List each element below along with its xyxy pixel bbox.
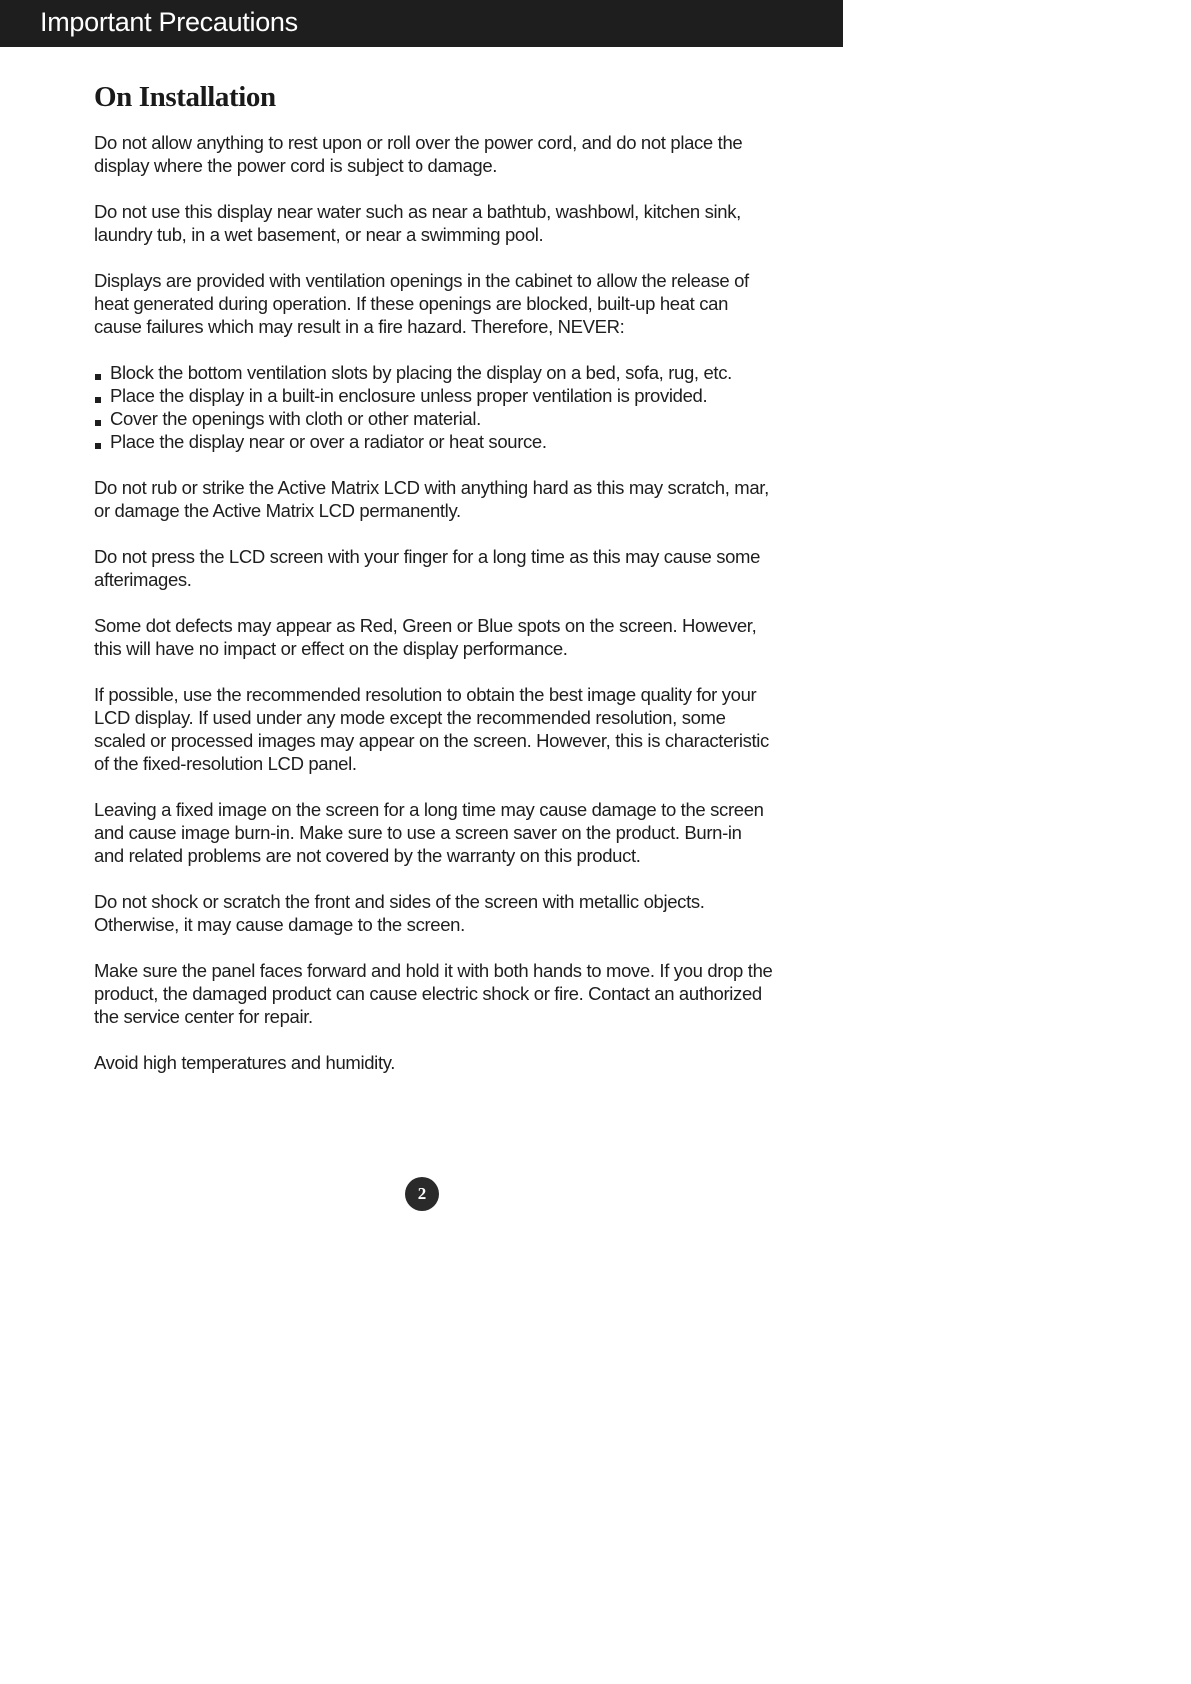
paragraph-moving-panel: Make sure the panel faces forward and hold it with both hands to move. If you drop the product, the damaged product can cause electric shock or fire. Contact an authorized the service center for repair. — [94, 960, 773, 1027]
paragraph-dot-defects: Some dot defects may appear as Red, Green or Blue spots on the screen. However, this will have no impact or effect on the display performance. — [94, 615, 757, 659]
list-item — [94, 361, 774, 384]
square-bullet-icon — [95, 420, 101, 426]
list-item — [94, 384, 774, 407]
square-bullet-icon — [95, 443, 101, 449]
paragraph-resolution: If possible, use the recommended resolution to obtain the best image quality for your LCD display. If used under any mode except the recommended resolution, some scaled or processed images may appear on the screen. However, this is characteristic of the fixed-resolution LCD panel. — [94, 684, 769, 774]
paragraph-ventilation: Displays are provided with ventilation openings in the cabinet to allow the release of heat generated during operation. If these openings are blocked, built-up heat can cause failures which may result in a fire hazard. Therefore, NEVER: — [94, 270, 749, 337]
paragraph-temperature: Avoid high temperatures and humidity. — [94, 1052, 396, 1073]
list-item-text: Place the display near or over a radiator or heat source. — [110, 431, 547, 452]
square-bullet-icon — [95, 397, 101, 403]
body-text — [94, 131, 774, 1074]
page-header-title: Important Precautions — [40, 7, 298, 37]
square-bullet-icon — [95, 374, 101, 380]
paragraph-metallic-objects: Do not shock or scratch the front and sides of the screen with metallic objects. Otherwise, it may cause damage to the screen. — [94, 891, 705, 935]
paragraph-active-matrix: Do not rub or strike the Active Matrix LCD with anything hard as this may scratch, mar, or damage the Active Matrix LCD permanently. — [94, 477, 769, 521]
paragraph-power-cord: Do not allow anything to rest upon or roll over the power cord, and do not place the display where the power cord is subject to damage. — [94, 132, 743, 176]
list-item-text: Cover the openings with cloth or other material. — [110, 408, 481, 429]
list-item-text: Block the bottom ventilation slots by placing the display on a bed, sofa, rug, etc. — [110, 362, 732, 383]
list-item — [94, 407, 774, 430]
list-item-text: Place the display in a built-in enclosure unless proper ventilation is provided. — [110, 385, 708, 406]
section-title: On Installation — [94, 81, 276, 113]
paragraph-water: Do not use this display near water such as near a bathtub, washbowl, kitchen sink, laundry tub, in a wet basement, or near a swimming pool. — [94, 201, 741, 245]
paragraph-burn-in: Leaving a fixed image on the screen for a long time may cause damage to the screen and cause image burn-in. Make sure to use a screen saver on the product. Burn-in and related problems are not covered by the warranty on this product. — [94, 799, 764, 866]
header-bar — [0, 0, 843, 47]
page-number-badge: 2 — [405, 1177, 439, 1211]
list-item — [94, 430, 774, 453]
paragraph-afterimages: Do not press the LCD screen with your finger for a long time as this may cause some afterimages. — [94, 546, 761, 590]
never-list — [94, 361, 774, 453]
main-content — [94, 80, 774, 1097]
